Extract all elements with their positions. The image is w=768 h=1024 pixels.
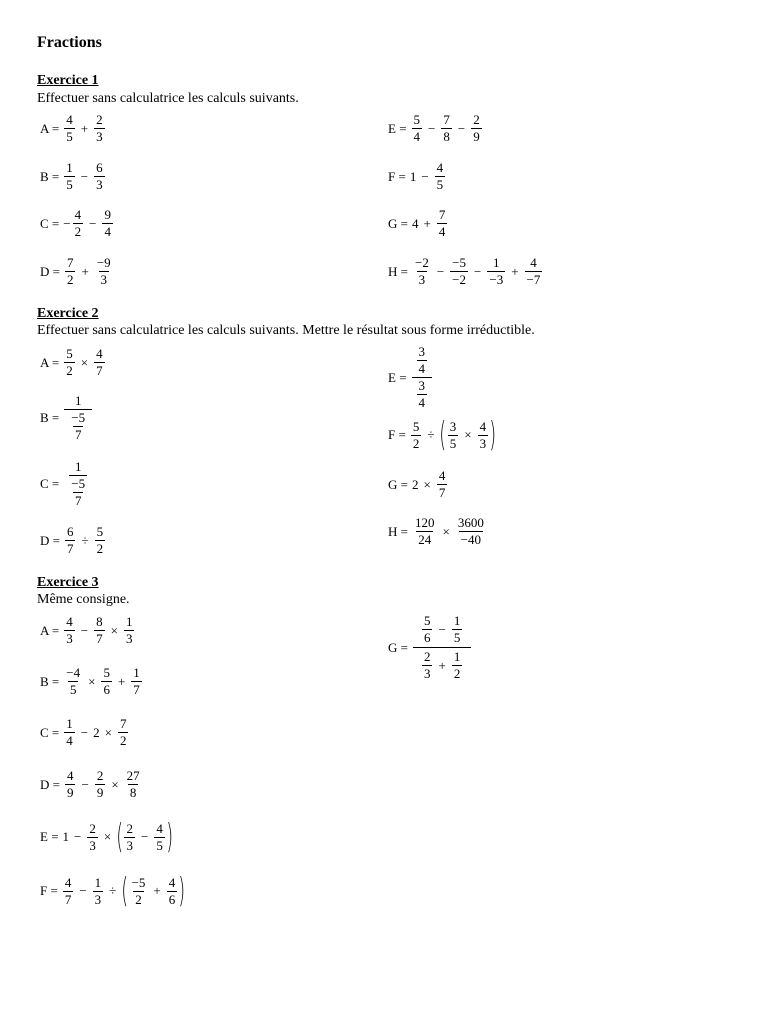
parenthesized-group — [439, 415, 497, 455]
fraction: $\frac{-5}{-2}$ — [452, 255, 467, 287]
fraction: $\frac{6}{3}$ — [96, 160, 103, 192]
expr-label: B = — [40, 168, 60, 184]
fraction: $\frac{1}{-5}$ — [71, 459, 86, 491]
fraction: $\frac{-2}{3}$ — [414, 255, 429, 287]
operator: + — [423, 215, 431, 231]
ex1-expression-b — [40, 161, 106, 192]
fraction: $\frac{120}{24}$ — [414, 515, 435, 547]
operator: ÷ — [427, 427, 435, 442]
ex1-expression-g — [388, 208, 448, 239]
exercise-2-title: Exercice 2 — [37, 306, 99, 321]
expr-label: G = — [388, 476, 408, 492]
ex3-expression-a — [40, 615, 135, 646]
operator: + — [153, 883, 161, 898]
fraction: $\frac{1}{-3}$ — [489, 255, 504, 287]
ex1-expression-e — [388, 113, 483, 144]
fraction: $\frac{5}{6}$ — [423, 613, 431, 645]
ex2-expression-f — [388, 415, 497, 455]
complex-fraction — [413, 614, 471, 681]
whole-number: 4 — [411, 215, 419, 231]
ex1-expression-d — [40, 256, 114, 287]
operator: × — [423, 476, 431, 492]
fraction: $\frac{27}{8}$ — [126, 768, 140, 800]
ex1-expression-a — [40, 113, 106, 144]
operator: − — [474, 263, 482, 279]
fraction: $\frac{7}{4}$ — [438, 207, 446, 239]
operator: − — [457, 120, 466, 136]
parenthesized-group — [121, 871, 186, 911]
fraction: $\frac{4}{2}$ — [74, 207, 82, 239]
expr-label: D = — [40, 532, 60, 548]
ex3-expression-e — [40, 817, 173, 857]
fraction: $\frac{9}{4}$ — [104, 207, 111, 239]
exercise-3-title: Exercice 3 — [37, 575, 99, 590]
operator: × — [103, 829, 112, 844]
operator: + — [80, 120, 89, 136]
fraction: $\frac{7}{8}$ — [443, 112, 450, 144]
expr-label: H = — [388, 523, 408, 539]
fraction: $\frac{2}{3}$ — [96, 112, 103, 144]
expr-label: A = — [40, 622, 60, 638]
right-paren-icon: ) — [166, 817, 173, 857]
expr-label: B = — [40, 410, 60, 425]
operator: × — [111, 776, 119, 792]
fraction: $\frac{2}{9}$ — [96, 768, 104, 800]
fraction: $\frac{2}{3}$ — [89, 820, 96, 853]
complex-fraction: $\frac{\frac{1}{-5}}{7}$ — [71, 459, 86, 508]
expr-label: C = — [40, 476, 60, 491]
expr-label: H = — [388, 263, 408, 279]
expr-label: E = — [388, 120, 407, 136]
expr-label: E = — [388, 369, 407, 385]
expr-label: C = — [40, 215, 60, 231]
expr-label: F = — [40, 883, 58, 898]
fraction: $\frac{4}{5}$ — [156, 820, 163, 853]
fraction: $\frac{1}{7}$ — [133, 665, 140, 697]
fraction: $\frac{5}{2}$ — [66, 346, 73, 378]
ex2-expression-b — [40, 394, 93, 442]
operator: − — [79, 883, 87, 898]
fraction: $\frac{1}{3}$ — [125, 614, 133, 646]
whole-number: 1 — [409, 168, 417, 184]
fraction: $\frac{2}{3}$ — [126, 820, 133, 853]
fraction: $\frac{4}{7}$ — [96, 346, 103, 378]
ex2-expression-a — [40, 347, 106, 378]
fraction: $\frac{4}{6}$ — [168, 874, 176, 907]
expr-label: B = — [40, 673, 60, 689]
fraction: $\frac{5}{2}$ — [96, 524, 104, 556]
ex2-expression-h — [388, 516, 487, 547]
ex3-expression-g — [388, 614, 472, 681]
fraction: $\frac{6}{7}$ — [66, 524, 74, 556]
page-title: Fractions — [37, 34, 102, 51]
complex-fraction: $\frac{1}{\frac{-5}{7}}$ — [64, 394, 92, 442]
expr-label: F = — [388, 168, 406, 184]
operator: + — [511, 263, 519, 279]
minus-sign: − — [63, 215, 71, 231]
operator: − — [74, 829, 82, 844]
fraction: $\frac{1}{3}$ — [94, 874, 102, 907]
operator: ÷ — [109, 883, 117, 898]
fraction: $\frac{8}{7}$ — [96, 614, 103, 646]
ex1-expression-f — [388, 161, 446, 192]
right-paren-icon: ) — [489, 415, 497, 455]
expr-label: G = — [388, 639, 408, 655]
fraction: $\frac{4}{5}$ — [436, 160, 444, 192]
operator: × — [88, 673, 96, 689]
operator: − — [421, 168, 429, 184]
operator: − — [80, 724, 89, 740]
expr-label: F = — [388, 427, 406, 442]
fraction: $\frac{2}{3}$ — [423, 649, 431, 681]
operator: − — [140, 829, 149, 844]
operator: − — [80, 622, 89, 638]
fraction: $\frac{3}{4}$ — [418, 344, 426, 376]
whole-number: 2 — [93, 724, 100, 740]
operator: + — [438, 657, 446, 673]
operator: − — [436, 263, 445, 279]
fraction: $\frac{4}{3}$ — [66, 614, 73, 646]
exercise-3-instruction: Même consigne. — [37, 592, 130, 607]
ex1-expression-c — [40, 208, 114, 239]
ex2-expression-g — [388, 469, 448, 500]
expr-label: A = — [40, 120, 60, 136]
fraction: $\frac{3}{4}$ — [418, 378, 426, 410]
fraction: $\frac{7}{2}$ — [66, 255, 74, 287]
expr-label: E = — [40, 829, 59, 844]
ex3-expression-d — [40, 769, 143, 800]
ex2-expression-c — [40, 460, 93, 508]
ex1-expression-h — [388, 256, 543, 287]
operator: − — [89, 215, 97, 231]
fraction: $\frac{5}{4}$ — [413, 112, 421, 144]
ex3-expression-c — [40, 717, 129, 748]
left-paren-icon: ( — [439, 415, 447, 455]
expr-label: C = — [40, 724, 60, 740]
operator: × — [104, 724, 112, 740]
whole-number: 1 — [62, 829, 70, 844]
fraction: $\frac{4}{7}$ — [438, 468, 446, 500]
complex-fraction — [412, 345, 433, 410]
ex2-expression-d — [40, 525, 106, 556]
operator: − — [428, 120, 436, 136]
fraction: $\frac{3600}{-40}$ — [457, 515, 484, 547]
fraction: $\frac{1}{2}$ — [453, 649, 461, 681]
fraction: $\frac{-9}{3}$ — [96, 255, 111, 287]
parenthesized-group — [116, 817, 173, 857]
expr-label: G = — [388, 215, 408, 231]
fraction: $\frac{-4}{5}$ — [66, 665, 81, 697]
operator: + — [117, 673, 126, 689]
fraction: $\frac{1}{5}$ — [66, 160, 73, 192]
fraction: $\frac{3}{5}$ — [449, 418, 457, 451]
ex3-expression-f — [40, 871, 186, 911]
fraction: $\frac{5}{6}$ — [103, 665, 110, 697]
operator: × — [464, 427, 472, 442]
fraction: $\frac{4}{3}$ — [479, 418, 487, 451]
whole-number: 2 — [411, 476, 419, 492]
fraction: $\frac{-5}{2}$ — [131, 874, 146, 907]
exercise-1-instruction: Effectuer sans calculatrice les calculs suivants. — [37, 91, 299, 106]
fraction: $\frac{1}{4}$ — [66, 716, 73, 748]
fraction: $\frac{2}{9}$ — [473, 112, 480, 144]
ex3-expression-b — [40, 666, 143, 697]
left-paren-icon: ( — [116, 817, 124, 857]
expr-label: D = — [40, 263, 60, 279]
operator: × — [110, 622, 118, 638]
exercise-2-instruction: Effectuer sans calculatrice les calculs suivants. Mettre le résultat sous forme irréductible. — [37, 323, 535, 338]
expr-label: D = — [40, 776, 60, 792]
exercise-1-title: Exercice 1 — [37, 73, 99, 88]
operator: − — [80, 168, 89, 184]
fraction: $\frac{4}{-7}$ — [526, 255, 541, 287]
operator: × — [442, 523, 450, 539]
operator: × — [80, 354, 89, 370]
fraction: $\frac{-5}{7}$ — [71, 410, 86, 442]
expr-label: A = — [40, 354, 60, 370]
left-paren-icon: ( — [121, 871, 129, 911]
fraction: $\frac{4}{5}$ — [66, 112, 73, 144]
ex2-expression-e — [388, 345, 433, 410]
right-paren-icon: ) — [178, 871, 186, 911]
fraction: $\frac{4}{9}$ — [66, 768, 74, 800]
operator: − — [81, 776, 89, 792]
operator: + — [81, 263, 89, 279]
operator: − — [438, 621, 446, 637]
fraction: $\frac{7}{2}$ — [119, 716, 127, 748]
operator: ÷ — [81, 532, 89, 548]
fraction: $\frac{5}{2}$ — [412, 418, 420, 451]
fraction: $\frac{1}{5}$ — [453, 613, 461, 645]
fraction: $\frac{4}{7}$ — [64, 874, 72, 907]
